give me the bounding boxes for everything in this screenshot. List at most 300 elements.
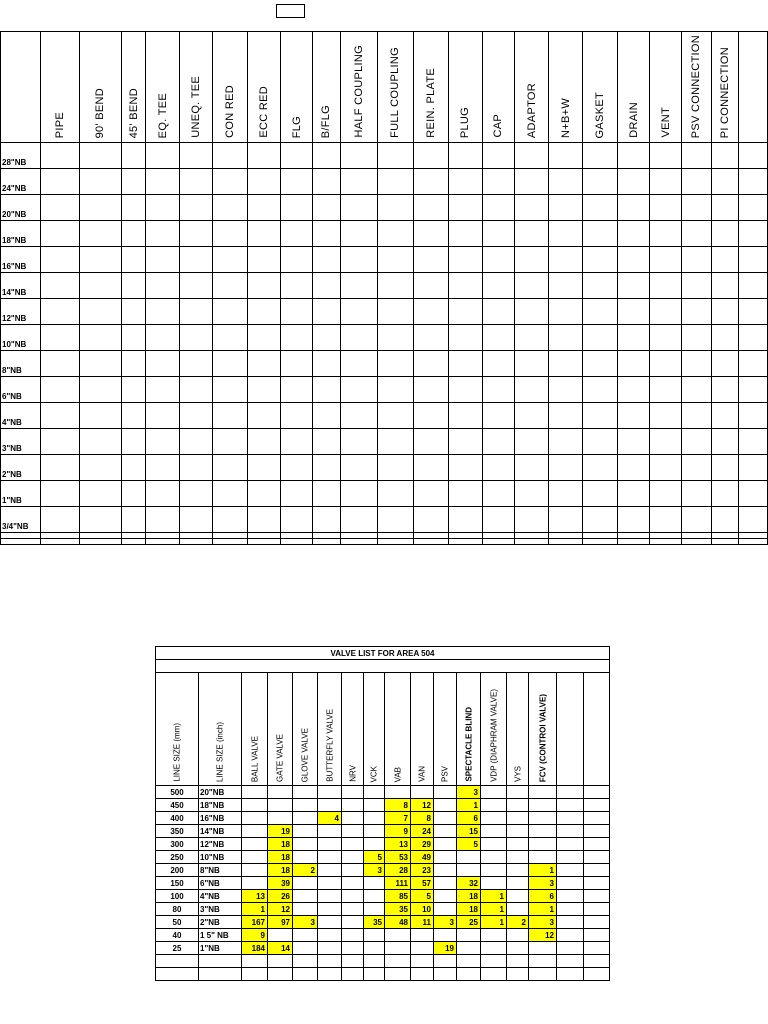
valve-count-cell: [318, 825, 342, 838]
fitting-cell: [80, 299, 121, 325]
fitting-column-header: [80, 32, 121, 143]
valve-count-cell: [199, 968, 242, 981]
fitting-cell: [40, 143, 79, 169]
valve-count-cell: [364, 929, 385, 942]
valve-count-cell: 3: [457, 786, 481, 799]
fitting-cell: [313, 539, 341, 545]
fitting-cell: [583, 377, 618, 403]
valve-count-cell: [529, 955, 557, 968]
valve-column-header: [199, 673, 242, 786]
valve-count-cell: 11: [411, 916, 434, 929]
fitting-cell: [617, 247, 650, 273]
valve-count-cell: [293, 812, 318, 825]
valve-count-cell: 24: [411, 825, 434, 838]
fitting-column-label: N+B+W: [559, 97, 572, 138]
fitting-cell: [1, 539, 41, 545]
valve-count-cell: [293, 838, 318, 851]
valve-count-cell: [268, 786, 293, 799]
valve-count-cell: [457, 942, 481, 955]
fitting-cell: [548, 455, 583, 481]
fitting-cell: [179, 195, 213, 221]
fitting-cell: [548, 273, 583, 299]
fitting-cell: [449, 299, 483, 325]
valve-count-cell: [507, 812, 529, 825]
valve-count-cell: [584, 890, 610, 903]
valve-count-cell: [156, 955, 199, 968]
fitting-cell: [179, 455, 213, 481]
fitting-cell: [313, 455, 341, 481]
valve-count-cell: [529, 838, 557, 851]
fitting-cell: [617, 195, 650, 221]
valve-count-cell: [318, 929, 342, 942]
fitting-cell: [413, 325, 449, 351]
line-size-inch: 20"NB: [199, 786, 242, 799]
fitting-cell: [378, 403, 414, 429]
valve-count-cell: [557, 877, 584, 890]
valve-count-cell: [342, 864, 364, 877]
valve-column-header: [481, 673, 507, 786]
fitting-blank-row: [1, 539, 768, 545]
fitting-cell: [121, 221, 146, 247]
fitting-cell: [146, 539, 180, 545]
valve-count-cell: [342, 903, 364, 916]
fitting-cell: [247, 481, 281, 507]
valve-count-cell: 85: [385, 890, 411, 903]
valve-column-header: [293, 673, 318, 786]
valve-blank-row: [156, 968, 610, 981]
valve-count-cell: [529, 812, 557, 825]
line-size-inch: 4"NB: [199, 890, 242, 903]
fitting-cell: [121, 325, 146, 351]
fitting-row: [1, 299, 768, 325]
valve-count-cell: [584, 812, 610, 825]
valve-count-cell: [318, 786, 342, 799]
valve-count-cell: 111: [385, 877, 411, 890]
fitting-cell: [617, 351, 650, 377]
fitting-cell: [617, 143, 650, 169]
valve-count-cell: [507, 955, 529, 968]
fitting-cell: [650, 377, 682, 403]
fitting-cell: [413, 455, 449, 481]
line-size-inch: 2"NB: [199, 916, 242, 929]
valve-column-label: PSV: [440, 765, 450, 782]
valve-count-cell: [457, 929, 481, 942]
valve-count-cell: [557, 825, 584, 838]
fitting-column-header: [281, 32, 313, 143]
fitting-cell: [40, 195, 79, 221]
valve-count-cell: 1: [481, 890, 507, 903]
fitting-cell: [146, 325, 180, 351]
fitting-cell: [121, 299, 146, 325]
valve-count-cell: 3: [434, 916, 457, 929]
fitting-cell: [378, 299, 414, 325]
fitting-cell: [515, 299, 549, 325]
fitting-cell: [617, 377, 650, 403]
line-size-inch: 16"NB: [199, 812, 242, 825]
fitting-cell: [548, 429, 583, 455]
fitting-cell: [711, 539, 739, 545]
valve-column-label: BUTTERFLY VALVE: [325, 709, 334, 782]
fitting-cell: [121, 429, 146, 455]
spacer-row: [156, 660, 610, 673]
valve-count-cell: 12: [268, 903, 293, 916]
valve-count-cell: [342, 786, 364, 799]
valve-count-cell: 1: [242, 903, 268, 916]
valve-column-header: [584, 673, 610, 786]
valve-count-cell: 2: [293, 864, 318, 877]
fitting-cell: [213, 299, 248, 325]
valve-count-cell: [529, 968, 557, 981]
fitting-cell: [583, 247, 618, 273]
valve-count-cell: [481, 929, 507, 942]
valve-count-cell: [411, 942, 434, 955]
valve-count-cell: [293, 799, 318, 812]
valve-count-cell: [342, 838, 364, 851]
fitting-cell: [515, 169, 549, 195]
fitting-column-header: [121, 32, 146, 143]
valve-count-cell: [318, 903, 342, 916]
fitting-cell: [179, 247, 213, 273]
fitting-row: [1, 325, 768, 351]
fitting-cell: [213, 429, 248, 455]
fitting-cell: [80, 221, 121, 247]
fitting-cell: [281, 169, 313, 195]
fitting-cell: [583, 481, 618, 507]
valve-count-cell: [293, 890, 318, 903]
fitting-cell: [650, 429, 682, 455]
fitting-column-header: [213, 32, 248, 143]
valve-count-cell: [434, 955, 457, 968]
fitting-row: [1, 169, 768, 195]
fitting-cell: [413, 429, 449, 455]
fitting-cell: [40, 377, 79, 403]
valve-row: [156, 929, 610, 942]
fitting-cell: [281, 377, 313, 403]
fitting-cell: [213, 507, 248, 533]
line-size-mm: 50: [156, 916, 199, 929]
valve-count-cell: 5: [457, 838, 481, 851]
valve-count-cell: [318, 916, 342, 929]
fitting-cell: [179, 507, 213, 533]
line-size-mm: 25: [156, 942, 199, 955]
fitting-cell: [711, 403, 739, 429]
fitting-column-header: [583, 32, 618, 143]
fitting-cell: [179, 539, 213, 545]
fitting-column-label: ECC RED: [258, 86, 271, 138]
valve-count-cell: 29: [411, 838, 434, 851]
valve-count-cell: [557, 799, 584, 812]
valve-count-cell: [557, 968, 584, 981]
valve-count-cell: [242, 838, 268, 851]
fitting-size-label: 4"NB: [1, 403, 41, 429]
valve-count-cell: [529, 786, 557, 799]
fitting-cell: [121, 507, 146, 533]
valve-count-cell: 4: [318, 812, 342, 825]
valve-count-cell: [411, 929, 434, 942]
fitting-cell: [711, 481, 739, 507]
fitting-cell: [650, 195, 682, 221]
valve-count-cell: [318, 851, 342, 864]
fitting-cell: [681, 169, 711, 195]
fitting-cell: [340, 169, 377, 195]
fitting-cell: [739, 507, 768, 533]
fitting-row: [1, 195, 768, 221]
valve-count-cell: 184: [242, 942, 268, 955]
valve-count-cell: [507, 838, 529, 851]
valve-count-cell: [434, 838, 457, 851]
valve-count-cell: [364, 799, 385, 812]
fitting-cell: [40, 325, 79, 351]
fitting-cell: [711, 169, 739, 195]
fitting-cell: [739, 481, 768, 507]
fitting-cell: [40, 221, 79, 247]
valve-count-cell: [318, 838, 342, 851]
valve-count-cell: 9: [385, 825, 411, 838]
fitting-cell: [313, 221, 341, 247]
fitting-cell: [146, 351, 180, 377]
valve-count-cell: 15: [457, 825, 481, 838]
fitting-cell: [378, 481, 414, 507]
valve-count-cell: [242, 955, 268, 968]
fitting-row: [1, 247, 768, 273]
fitting-column-label: 45' BEND: [127, 87, 140, 138]
valve-count-cell: [342, 968, 364, 981]
fitting-cell: [378, 377, 414, 403]
fitting-size-label: 18"NB: [1, 221, 41, 247]
valve-list-table: [155, 646, 610, 981]
fitting-cell: [247, 273, 281, 299]
fitting-cell: [583, 325, 618, 351]
line-size-inch: 1 5" NB: [199, 929, 242, 942]
valve-count-cell: [584, 955, 610, 968]
valve-count-cell: 13: [242, 890, 268, 903]
fitting-cell: [583, 169, 618, 195]
fitting-cell: [515, 273, 549, 299]
fitting-cell: [281, 325, 313, 351]
fitting-cell: [548, 195, 583, 221]
valve-count-cell: [434, 864, 457, 877]
fitting-cell: [650, 455, 682, 481]
valve-count-cell: [342, 812, 364, 825]
fitting-cell: [213, 273, 248, 299]
fitting-cell: [711, 247, 739, 273]
fitting-cell: [482, 377, 515, 403]
valve-count-cell: [481, 851, 507, 864]
fitting-cell: [40, 403, 79, 429]
fitting-cell: [482, 273, 515, 299]
fitting-column-header: [650, 32, 682, 143]
fitting-cell: [313, 377, 341, 403]
fitting-row: [1, 429, 768, 455]
fitting-cell: [213, 143, 248, 169]
valve-count-cell: [434, 825, 457, 838]
valve-count-cell: [481, 864, 507, 877]
valve-row: [156, 825, 610, 838]
valve-count-cell: [434, 786, 457, 799]
fitting-cell: [378, 539, 414, 545]
fitting-cell: [121, 377, 146, 403]
fitting-cell: [378, 351, 414, 377]
fitting-cell: [681, 195, 711, 221]
valve-count-cell: 5: [364, 851, 385, 864]
fitting-cell: [515, 221, 549, 247]
fitting-cell: [213, 481, 248, 507]
fitting-cell: [711, 351, 739, 377]
valve-count-cell: [584, 916, 610, 929]
valve-count-cell: [364, 877, 385, 890]
fitting-cell: [681, 539, 711, 545]
fitting-column-header: [681, 32, 711, 143]
valve-count-cell: [364, 838, 385, 851]
fitting-cell: [617, 481, 650, 507]
fitting-column-header: [413, 32, 449, 143]
fitting-cell: [739, 325, 768, 351]
fitting-cell: [121, 169, 146, 195]
valve-count-cell: [481, 825, 507, 838]
fitting-cell: [739, 273, 768, 299]
valve-count-cell: [364, 903, 385, 916]
line-size-mm: 500: [156, 786, 199, 799]
fitting-cell: [378, 455, 414, 481]
fitting-cell: [650, 403, 682, 429]
fitting-cell: [650, 507, 682, 533]
fitting-cell: [213, 247, 248, 273]
valve-count-cell: 18: [268, 838, 293, 851]
valve-row: [156, 799, 610, 812]
fitting-cell: [247, 507, 281, 533]
valve-column-label: GLOVE VALVE: [300, 727, 310, 782]
fitting-cell: [482, 455, 515, 481]
fitting-size-label: 3/4"NB: [1, 507, 41, 533]
fitting-row: [1, 377, 768, 403]
fitting-column-label: FULL COUPLING: [389, 47, 402, 138]
fitting-cell: [121, 247, 146, 273]
fitting-cell: [146, 195, 180, 221]
valve-column-header: [529, 673, 557, 786]
valve-column-label: LINE SIZE (mm): [172, 723, 182, 782]
fitting-cell: [449, 377, 483, 403]
valve-column-label: VYS: [513, 765, 522, 782]
valve-count-cell: 3: [529, 916, 557, 929]
valve-count-cell: 1: [457, 799, 481, 812]
fitting-cell: [80, 455, 121, 481]
fitting-column-label: ADAPTOR: [525, 82, 538, 138]
valve-count-cell: [242, 851, 268, 864]
valve-row: [156, 903, 610, 916]
fitting-cell: [179, 377, 213, 403]
fitting-cell: [378, 195, 414, 221]
valve-count-cell: [434, 812, 457, 825]
fitting-cell: [739, 247, 768, 273]
valve-count-cell: [481, 955, 507, 968]
fitting-cell: [650, 221, 682, 247]
fitting-size-label: 16"NB: [1, 247, 41, 273]
fitting-cell: [80, 273, 121, 299]
line-size-mm: 40: [156, 929, 199, 942]
valve-count-cell: [457, 968, 481, 981]
fitting-cell: [711, 195, 739, 221]
valve-count-cell: [557, 916, 584, 929]
valve-column-header: [342, 673, 364, 786]
valve-count-cell: [293, 851, 318, 864]
fitting-cell: [482, 169, 515, 195]
valve-count-cell: 18: [457, 903, 481, 916]
valve-count-cell: [342, 825, 364, 838]
fitting-cell: [548, 507, 583, 533]
fitting-cell: [449, 403, 483, 429]
valve-count-cell: 28: [385, 864, 411, 877]
fitting-cell: [340, 143, 377, 169]
valve-count-cell: [318, 877, 342, 890]
fitting-cell: [247, 195, 281, 221]
valve-count-cell: [364, 968, 385, 981]
fitting-cell: [515, 429, 549, 455]
fitting-cell: [413, 273, 449, 299]
valve-count-cell: [529, 851, 557, 864]
valve-count-cell: [434, 968, 457, 981]
valve-count-cell: [268, 968, 293, 981]
fitting-cell: [711, 143, 739, 169]
fitting-column-label: FLG: [290, 115, 303, 138]
valve-row: [156, 812, 610, 825]
valve-count-cell: [242, 825, 268, 838]
valve-count-cell: [457, 955, 481, 968]
valve-count-cell: [507, 903, 529, 916]
fitting-cell: [40, 539, 79, 545]
fitting-cell: [281, 455, 313, 481]
fitting-cell: [378, 247, 414, 273]
fitting-column-label: B/FLG: [320, 104, 333, 138]
valve-count-cell: [318, 864, 342, 877]
valve-count-cell: [268, 799, 293, 812]
fitting-column-header: [711, 32, 739, 143]
fitting-cell: [313, 325, 341, 351]
valve-column-label: VCK: [369, 765, 379, 782]
fitting-cell: [583, 195, 618, 221]
valve-count-cell: 5: [411, 890, 434, 903]
fitting-column-header: [378, 32, 414, 143]
valve-count-cell: [242, 864, 268, 877]
valve-count-cell: [242, 968, 268, 981]
valve-count-cell: [242, 877, 268, 890]
fitting-cell: [449, 429, 483, 455]
fitting-cell: [548, 539, 583, 545]
valve-count-cell: [342, 877, 364, 890]
fitting-cell: [80, 403, 121, 429]
fitting-cell: [179, 169, 213, 195]
fitting-cell: [515, 481, 549, 507]
fitting-cell: [739, 403, 768, 429]
valve-count-cell: [318, 955, 342, 968]
fitting-cell: [482, 429, 515, 455]
fitting-cell: [449, 481, 483, 507]
fitting-row: [1, 143, 768, 169]
valve-count-cell: [507, 825, 529, 838]
fitting-cell: [548, 351, 583, 377]
line-size-inch: 1"NB: [199, 942, 242, 955]
fitting-cell: [121, 273, 146, 299]
fitting-cell: [340, 299, 377, 325]
fitting-cell: [313, 351, 341, 377]
fitting-size-label: 28"NB: [1, 143, 41, 169]
fitting-cell: [213, 403, 248, 429]
valve-column-label: VDP (DIAPHRAM VALVE): [489, 689, 498, 782]
valve-column-header: [268, 673, 293, 786]
fitting-cell: [80, 507, 121, 533]
fitting-cell: [121, 481, 146, 507]
valve-count-cell: [457, 864, 481, 877]
fitting-row: [1, 351, 768, 377]
